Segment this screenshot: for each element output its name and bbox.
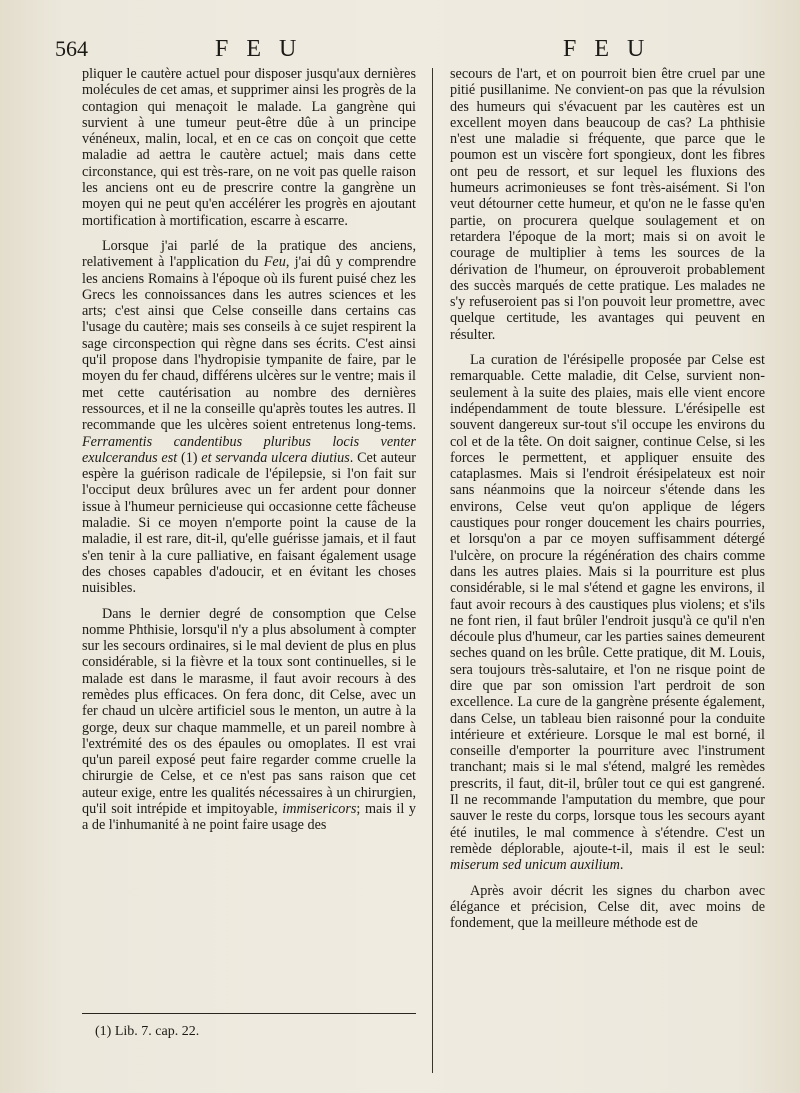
footnote: (1) Lib. 7. cap. 22. (95, 1024, 200, 1039)
latin-quote-2: et servanda ulcera diutius (201, 449, 350, 466)
latin-quote-1: Ferramentis candentibus pluribus locis venter exulcerandus est (82, 433, 416, 466)
right-column (450, 66, 765, 940)
right-paragraph-3: Après avoir décrit les signes du charbon avec élégance et précision, Celse dit, avec moins de fondement, que la meilleure méthode est de (450, 882, 765, 932)
latin-quote-3: miserum sed unicum auxilium (450, 857, 620, 874)
page-number: 564 (55, 36, 88, 61)
right-paragraph-2: La curation de l'érésipelle proposée par Celse est remarquable. Cette maladie, dit Celse, survient non-seulement à la suite des plaies, mais elle vient encore indépendamment de toute blessure. L'érésipelle est souvent dangereux sur-tout s'il occupe les environs du col et de la tête. On doit saigner, continue Celse, si les forces le permettent, et appliquer ensuite des cataplasmes. Mais si l'endroit érésipelateux est noir sans néanmoins que la noirceur s'étende dans les environs, Celse veut qu'on applique de légers caustiques pour ronger doucement les chairs pourries, et lorsqu'on a par ce moyen suffisamment détergé l'ulcère, on procure la régénération des chairs comme dans les autres plaies. Mais si la pourriture est plus considérable, si le mal s'étend et gagne les environs, il faut avoir recours à des caustiques plus violens; et s'ils ne font rien, il faut brûler l'endroit jusqu'à ce qu'il n'en découle plus d'humeur, car les parties saines demeurent seches quand on les brûle. Cette pratique, dit M. Louis, sera toujours très-salutaire, et l'on ne risque point de dire que par son omission l'art perdroit de son excellence. La cure de la gangrène présente également, dans Celse, un tableau bien raisonné pour la conduite intérieure et extérieure. Lorsque le mal est borné, il conseille d'emporter la pourriture avec l'instrument tranchant; mais si le mal s'étend, malgré les remèdes prescrits, il faut, dit-il, brûler tout ce qui est gangrené. Il ne recommande l'amputation du membre, que pour sauver le reste du corps, lorsque tous les secours ayant été inutiles, le mal commence à s'étendre. C'est un remède déplorable, ajoute-t-il, mais il est le seul: miserum sed unicum auxilium. (450, 352, 765, 874)
italic-word-feu: Feu (263, 254, 286, 271)
running-head-left: F E U (215, 36, 303, 62)
footnote-reference: (1) (177, 449, 202, 466)
left-column (82, 66, 416, 843)
column-divider (432, 68, 433, 1073)
footnote-rule (82, 1013, 416, 1014)
left-paragraph-2: Lorsque j'ai parlé de la pratique des anciens, relativement à l'application du Feu, j'ai dû y comprendre les anciens Romains à l'époque où ils furent puisé chez les Grecs les connoissances dans les autres sciences et les arts; c'est ainsi que Celse conseille dans certains cas l'usage du cautère; mais ses conseils à ce sujet respirent la sage circonspection qui règne dans ses écrits. C'est ainsi qu'il propose dans l'hydropisie tympanite de faire, par le moyen du fer chaud, différens ulcères sur le ventre; mais il met cette cautérisation au nombre des dernières ressources, et il ne la conseille qu'après toutes les autres. Il recommande que les ulcères soient entretenus long-tems. Ferramentis candentibus pluribus locis venter exulcerandus est (1) et servanda ulcera diutius. Cet auteur espère la guérison radicale de l'épilepsie, si l'on fait sur l'occiput deux brûlures avec un fer ardent pour donner issue à l'humeur pernicieuse qui occasionne cette fâcheuse maladie. Si ce moyen n'emporte point la cause de la maladie, il est rare, dit-il, qu'elle guérisse jamais, et il faut s'en tenir à la cure palliative, en faisant également usage des choses capables d'adoucir, et en évitant les choses nuisibles. (82, 237, 417, 597)
right-paragraph-1: secours de l'art, et on pourroit bien être cruel par une pitié pusillanime. Ne convient-on pas que la révulsion des humeurs qui s'évacuent par les cautères est un excellent moyen dans beaucoup de cas? La phthisie n'est une maladie si fréquente, que parce que le poumon est un viscère fort spongieux, dont les fibres ont peu de ressort, et sur lequel les fluxions des humeurs acrimonieuses se font très-aisément. Si l'on veut détourner cette humeur, et qu'on ne le fasse qu'en partie, on procurera quelque soulagement et on retardera l'époque de la mort; mais si on avoit le courage de multiplier à tems les sources de la dérivation de l'humeur, on éprouveroit probablement des succès marqués de cette pratique. Les malades ne s'y refuseroient pas si l'on pouvoit leur promettre, avec quelque certitude, les avantages qui peuvent en résulter. (450, 66, 765, 343)
left-paragraph-1: pliquer le cautère actuel pour disposer jusqu'aux dernières molécules de cet amas, et supprimer ainsi les progrès de la contagion qui menaçoit le malade. La gangrène qui survient à une tumeur peut-être dûe à un principe vénéneux, malin, local, et en ce cas on conçoit que cette maladie ad aettra le cautère actuel; mais dans cette circonstance, qui est très-rare, on ne voit pas quelle raison les anciens ont eu de prescrire contre la gangrène un moyen qui ne peut qu'en accélérer les progrès en ajoutant mortification à mortification, escarre à escarre. (82, 66, 416, 229)
left-paragraph-3: Dans le dernier degré de consomption que Celse nomme Phthisie, lorsqu'il n'y a plus absolument à compter sur les secours ordinaires, si le mal devient de plus en plus considérable, si la fièvre et la toux sont continuelles, si le malade est dans le marasme, il faut avoir recours à des remèdes plus efficaces. On fera donc, dit Celse, avec un fer chaud un ulcère artificiel sous le menton, un autre à la gorge, deux sur chaque mammelle, et un pareil nombre à l'extrémité des os des épaules ou omoplates. Il est vrai qu'un pareil exposé peut faire regarder comme cruelle la chirurgie de Celse, et ce n'est pas sans raison que cet auteur exige, entre les qualités nécessaires à un chirurgien, qu'il soit intrépide et impitoyable, immisericors; mais il y a de l'inhumanité à ne point faire usage des (82, 605, 417, 834)
running-head-right: F E U (563, 36, 651, 62)
italic-word-immisericors: immisericors (282, 801, 357, 818)
page-header (55, 36, 760, 66)
